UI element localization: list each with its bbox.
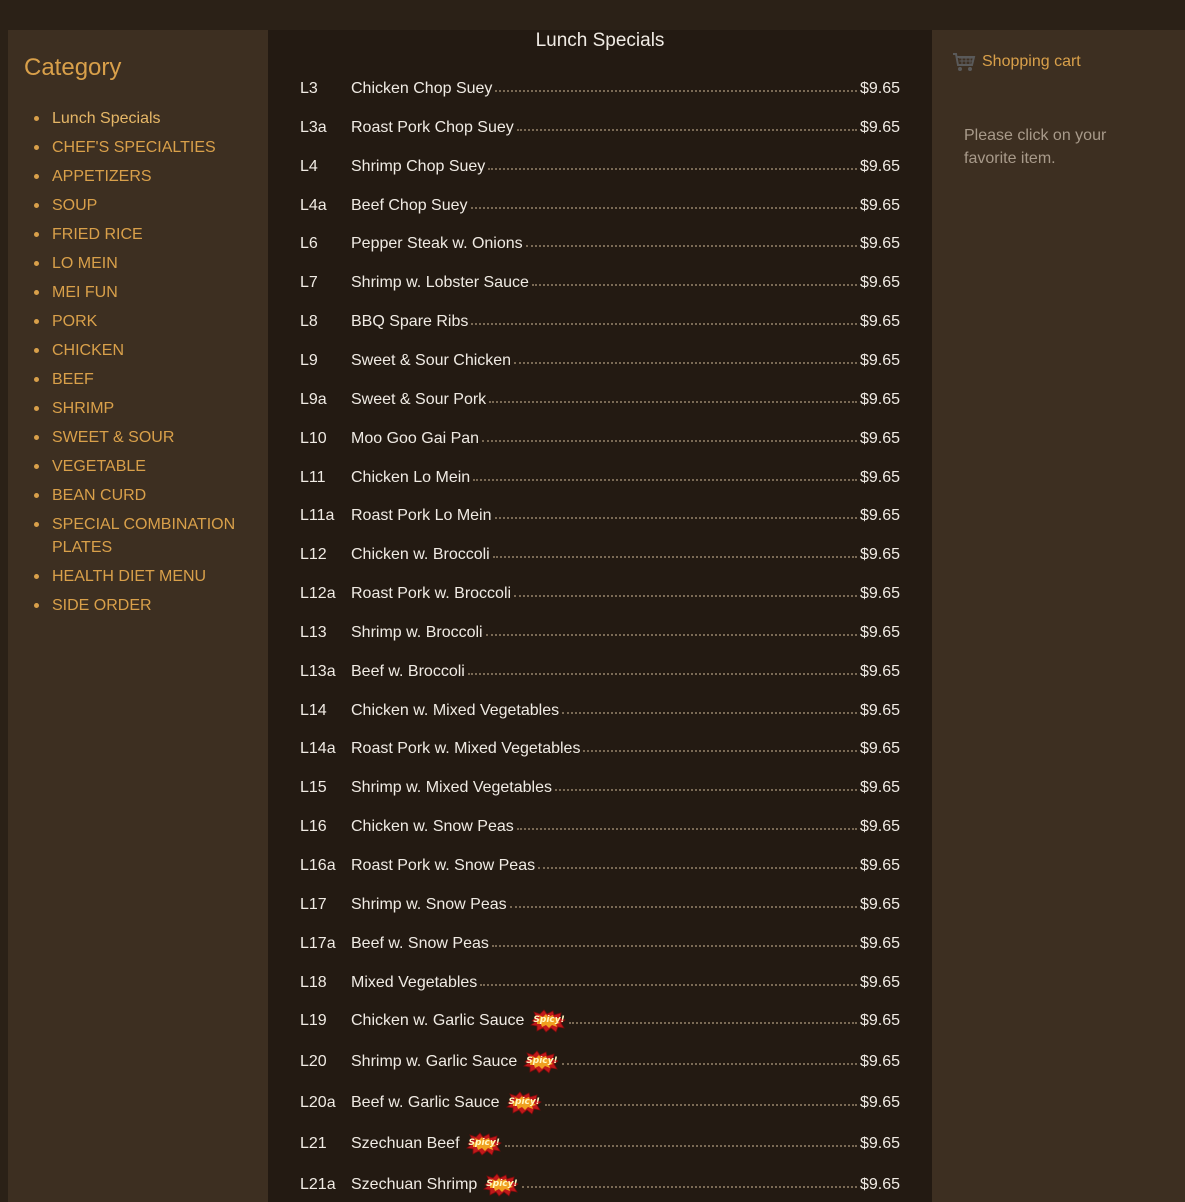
menu-item-code: L14a <box>300 740 336 758</box>
menu-item-code: L12a <box>300 585 336 603</box>
menu-item-name-wrap <box>351 235 523 253</box>
menu-item-price: $9.65 <box>859 973 900 991</box>
menu-item[interactable] <box>300 931 900 957</box>
menu-item[interactable] <box>300 659 900 685</box>
menu-item-name: BBQ Spare Ribs <box>351 313 469 331</box>
spicy-badge-text: Spicy! <box>468 1138 500 1149</box>
menu-item[interactable] <box>300 231 900 257</box>
sidebar-item-fried-rice[interactable]: FRIED RICE <box>8 223 268 246</box>
menu-item-name: Shrimp w. Broccoli <box>351 623 483 641</box>
menu-item-name-wrap <box>351 779 552 797</box>
spicy-badge-icon <box>523 1050 559 1074</box>
sidebar-item-mei-fun[interactable]: MEI FUN <box>8 281 268 304</box>
menu-item-name-wrap <box>351 624 483 642</box>
menu-item[interactable] <box>300 270 900 296</box>
menu-item-name-wrap <box>351 1009 566 1033</box>
spicy-badge-text: Spicy! <box>533 1015 565 1026</box>
category-sidebar <box>8 30 268 1202</box>
menu-item[interactable] <box>300 387 900 413</box>
menu-item-code: L11 <box>300 468 326 486</box>
menu-item[interactable] <box>300 542 900 568</box>
menu-item-price: $9.65 <box>859 662 900 680</box>
menu-item-name-wrap <box>351 158 485 176</box>
dotted-leader <box>471 323 857 325</box>
dotted-leader <box>514 595 857 597</box>
menu-item-code: L12 <box>300 546 327 564</box>
menu-item-name-wrap <box>351 469 470 487</box>
menu-item-name-wrap <box>351 352 511 370</box>
dotted-leader <box>555 789 857 791</box>
menu-item[interactable] <box>300 154 900 180</box>
menu-item-code: L14 <box>300 701 327 719</box>
menu-item-price: $9.65 <box>859 740 900 758</box>
menu-item[interactable] <box>300 814 900 840</box>
menu-item-name: Shrimp Chop Suey <box>351 157 486 175</box>
menu-item-code: L9 <box>300 351 318 369</box>
menu-item-code: L9a <box>300 390 327 408</box>
menu-item-price: $9.65 <box>859 779 900 797</box>
menu-item-name-wrap <box>351 274 529 292</box>
top-bar <box>0 0 1185 30</box>
menu-item-price: $9.65 <box>859 585 900 603</box>
sidebar-item-lo-mein[interactable]: LO MEIN <box>8 252 268 275</box>
menu-item-name-wrap <box>351 585 511 603</box>
sidebar-item-pork[interactable]: PORK <box>8 310 268 333</box>
menu-item-name: Shrimp w. Garlic Sauce <box>351 1053 518 1071</box>
menu-item-name-wrap <box>351 818 514 836</box>
dotted-leader <box>473 479 857 481</box>
menu-item-price: $9.65 <box>859 623 900 641</box>
dotted-leader <box>517 828 857 830</box>
menu-item-name: Beef w. Snow Peas <box>351 934 489 952</box>
menu-item-price: $9.65 <box>859 507 900 525</box>
menu-item-code: L4a <box>300 196 327 214</box>
menu-item-name: Chicken Lo Mein <box>351 468 471 486</box>
dotted-leader <box>468 673 857 675</box>
menu-item-code: L17a <box>300 934 336 952</box>
menu-item-price: $9.65 <box>859 80 900 97</box>
shopping-cart-icon <box>952 52 976 72</box>
dotted-leader <box>522 1186 857 1188</box>
menu-item-code: L16a <box>300 857 336 874</box>
dotted-leader <box>486 634 857 636</box>
menu-item-code: L20 <box>300 1053 327 1071</box>
menu-item[interactable] <box>300 1008 900 1034</box>
menu-item[interactable] <box>300 115 900 141</box>
menu-item-price: $9.65 <box>859 1176 900 1194</box>
menu-item[interactable] <box>300 620 900 646</box>
menu-item-price: $9.65 <box>859 429 900 447</box>
sidebar-item-chicken[interactable]: CHICKEN <box>8 339 268 362</box>
menu-item[interactable] <box>300 193 900 219</box>
menu-item[interactable] <box>300 503 900 529</box>
menu-item-name-wrap <box>351 857 535 875</box>
menu-item-name: Shrimp w. Snow Peas <box>351 895 507 913</box>
menu-item-code: L4 <box>300 157 318 175</box>
menu-item-price: $9.65 <box>859 468 900 486</box>
menu-item[interactable] <box>300 426 900 452</box>
menu-item[interactable] <box>300 970 900 996</box>
sidebar-item-sweet-sour[interactable]: SWEET & SOUR <box>8 426 268 449</box>
dotted-leader <box>471 207 857 209</box>
menu-item-name: Roast Pork w. Broccoli <box>351 585 512 603</box>
menu-section-title: Lunch Specials <box>535 30 665 51</box>
menu-item-name-wrap <box>351 1132 502 1156</box>
menu-item[interactable] <box>300 1090 900 1116</box>
menu-item-name-wrap <box>351 935 489 953</box>
menu-item-code: L15 <box>300 779 327 797</box>
dotted-leader <box>488 168 857 170</box>
spicy-badge-icon <box>530 1009 566 1033</box>
menu-item-name: Sweet & Sour Chicken <box>351 351 512 369</box>
menu-item-price: $9.65 <box>859 1094 900 1112</box>
menu-item[interactable] <box>300 775 900 801</box>
menu-item-name-wrap <box>351 80 492 98</box>
dotted-leader <box>562 712 857 714</box>
spicy-badge-text: Spicy! <box>486 1179 518 1190</box>
dotted-leader <box>532 284 857 286</box>
menu-item-name: Szechuan Beef <box>351 1135 460 1153</box>
menu-item-name: Shrimp w. Mixed Vegetables <box>351 779 552 797</box>
menu-item-code: L20a <box>300 1094 336 1112</box>
menu-item-code: L13 <box>300 623 327 641</box>
sidebar-item-soup[interactable]: SOUP <box>8 194 268 217</box>
sidebar-item-side-order[interactable]: SIDE ORDER <box>8 594 268 617</box>
menu-item-name: Beef w. Broccoli <box>351 662 465 680</box>
sidebar-item-health-diet-menu[interactable]: HEALTH DIET MENU <box>8 565 268 588</box>
menu-item-name-wrap <box>351 391 486 409</box>
menu-item-price: $9.65 <box>859 118 900 136</box>
menu-item-code: L11a <box>300 507 335 525</box>
dotted-leader <box>517 129 857 131</box>
spicy-badge-icon <box>466 1132 502 1156</box>
menu-item-name-wrap <box>351 896 507 914</box>
menu-item[interactable] <box>300 348 900 374</box>
menu-item-price: $9.65 <box>859 274 900 292</box>
menu-item-name: Mixed Vegetables <box>351 973 478 991</box>
menu-item-price: $9.65 <box>859 701 900 719</box>
spicy-badge-text: Spicy! <box>508 1097 540 1108</box>
menu-item[interactable] <box>300 309 900 335</box>
menu-item-name-wrap <box>351 507 492 525</box>
menu-item-name: Chicken w. Garlic Sauce <box>351 1012 525 1030</box>
menu-item-name: Roast Pork w. Snow Peas <box>351 857 536 874</box>
cart-panel <box>932 30 1185 1202</box>
menu-item[interactable] <box>300 736 900 762</box>
menu-item[interactable] <box>300 1172 900 1198</box>
menu-item-price: $9.65 <box>859 857 900 874</box>
menu-item-name-wrap <box>351 197 468 215</box>
sidebar-item-shrimp[interactable]: SHRIMP <box>8 397 268 420</box>
menu-item-code: L13a <box>300 662 336 680</box>
sidebar-item-appetizers[interactable]: APPETIZERS <box>8 165 268 188</box>
dotted-leader <box>562 1063 857 1065</box>
sidebar-item-lunch-specials[interactable]: Lunch Specials <box>8 107 268 130</box>
category-list <box>8 107 268 623</box>
menu-item-name-wrap <box>351 1173 519 1197</box>
dotted-leader <box>492 945 857 947</box>
menu-item[interactable] <box>300 698 900 724</box>
dotted-leader <box>493 556 857 558</box>
menu-item-name: Chicken w. Broccoli <box>351 546 490 564</box>
menu-item[interactable] <box>300 76 900 102</box>
menu-item-price: $9.65 <box>859 157 900 175</box>
menu-item[interactable] <box>300 465 900 491</box>
menu-item-name: Beef Chop Suey <box>351 196 468 214</box>
menu-item-price: $9.65 <box>859 1012 900 1030</box>
menu-item-name: Roast Pork Chop Suey <box>351 118 514 136</box>
menu-item-price: $9.65 <box>859 1053 900 1071</box>
menu-item-name-wrap <box>351 974 477 992</box>
menu-item-code: L21a <box>300 1176 336 1194</box>
menu-item-code: L7 <box>300 274 318 292</box>
dotted-leader <box>495 90 857 92</box>
menu-item-code: L17 <box>300 895 327 913</box>
menu-item-code: L21 <box>300 1135 327 1153</box>
menu-item-name: Beef w. Garlic Sauce <box>351 1094 500 1112</box>
menu-item-name-wrap <box>351 740 580 758</box>
dotted-leader <box>480 984 857 986</box>
menu-item-name-wrap <box>351 663 465 681</box>
menu-item-name: Chicken w. Snow Peas <box>351 818 514 836</box>
menu-item-name: Shrimp w. Lobster Sauce <box>351 274 529 292</box>
menu-item-name-wrap <box>351 702 559 720</box>
menu-item-price: $9.65 <box>859 351 900 369</box>
sidebar-item-special-combination-plates[interactable]: SPECIAL COMBINATION PLATES <box>8 513 268 559</box>
menu-item-price: $9.65 <box>859 818 900 836</box>
dotted-leader <box>482 440 857 442</box>
menu-item[interactable] <box>300 892 900 918</box>
menu-item-price: $9.65 <box>859 546 900 564</box>
menu-item-name-wrap <box>351 546 490 564</box>
spicy-badge-icon <box>506 1091 542 1115</box>
menu-item[interactable] <box>300 853 900 879</box>
spicy-badge-text: Spicy! <box>526 1056 558 1067</box>
menu-item-price: $9.65 <box>859 196 900 214</box>
spicy-badge-icon <box>483 1173 519 1197</box>
menu-item[interactable] <box>300 1131 900 1157</box>
menu-item-code: L19 <box>300 1012 327 1030</box>
menu-item-name: Sweet & Sour Pork <box>351 390 487 408</box>
menu-item-name-wrap <box>351 1091 542 1115</box>
menu-item-code: L16 <box>300 818 327 836</box>
sidebar-item-beef[interactable]: BEEF <box>8 368 268 391</box>
sidebar-item-chef-s-specialties[interactable]: CHEF'S SPECIALTIES <box>8 136 268 159</box>
menu-item-name: Szechuan Shrimp <box>351 1176 478 1194</box>
menu-item-price: $9.65 <box>859 1135 900 1153</box>
dotted-leader <box>510 906 857 908</box>
menu-item-name: Chicken w. Mixed Vegetables <box>351 701 560 719</box>
menu-item-price: $9.65 <box>859 934 900 952</box>
menu-item-name-wrap <box>351 430 479 448</box>
menu-item-name: Roast Pork w. Mixed Vegetables <box>351 740 581 758</box>
menu-item-name: Chicken Chop Suey <box>351 80 493 97</box>
category-heading: Category <box>24 54 122 81</box>
shopping-cart-label: Shopping cart <box>982 53 1081 70</box>
menu-panel <box>268 30 932 1202</box>
dotted-leader <box>538 867 857 869</box>
menu-item-name-wrap <box>351 1050 559 1074</box>
dotted-leader <box>526 245 857 247</box>
menu-item-name: Roast Pork Lo Mein <box>351 507 492 525</box>
dotted-leader <box>569 1022 857 1024</box>
menu-item-code: L10 <box>300 429 327 447</box>
dotted-leader <box>495 517 857 519</box>
dotted-leader <box>583 750 857 752</box>
menu-item-code: L6 <box>300 235 318 253</box>
menu-item-name-wrap <box>351 313 468 331</box>
sidebar-item-vegetable[interactable]: VEGETABLE <box>8 455 268 478</box>
menu-item-price: $9.65 <box>859 313 900 331</box>
menu-item-price: $9.65 <box>859 390 900 408</box>
cart-empty-message: Please click on your favorite item. <box>964 127 1107 167</box>
menu-item-name: Moo Goo Gai Pan <box>351 429 480 447</box>
menu-item-code: L3 <box>300 80 318 97</box>
menu-item-price: $9.65 <box>859 235 900 253</box>
menu-item-code: L18 <box>300 973 327 991</box>
menu-item-code: L8 <box>300 313 318 331</box>
menu-item-price: $9.65 <box>859 895 900 913</box>
dotted-leader <box>514 362 857 364</box>
sidebar-item-bean-curd[interactable]: BEAN CURD <box>8 484 268 507</box>
menu-item[interactable] <box>300 581 900 607</box>
dotted-leader <box>545 1104 857 1106</box>
menu-item[interactable] <box>300 1049 900 1075</box>
menu-item-name-wrap <box>351 119 514 137</box>
shopping-cart-link[interactable] <box>952 52 1081 72</box>
menu-item-name: Pepper Steak w. Onions <box>351 235 523 253</box>
dotted-leader <box>505 1145 857 1147</box>
menu-item-code: L3a <box>300 118 327 136</box>
dotted-leader <box>489 401 857 403</box>
